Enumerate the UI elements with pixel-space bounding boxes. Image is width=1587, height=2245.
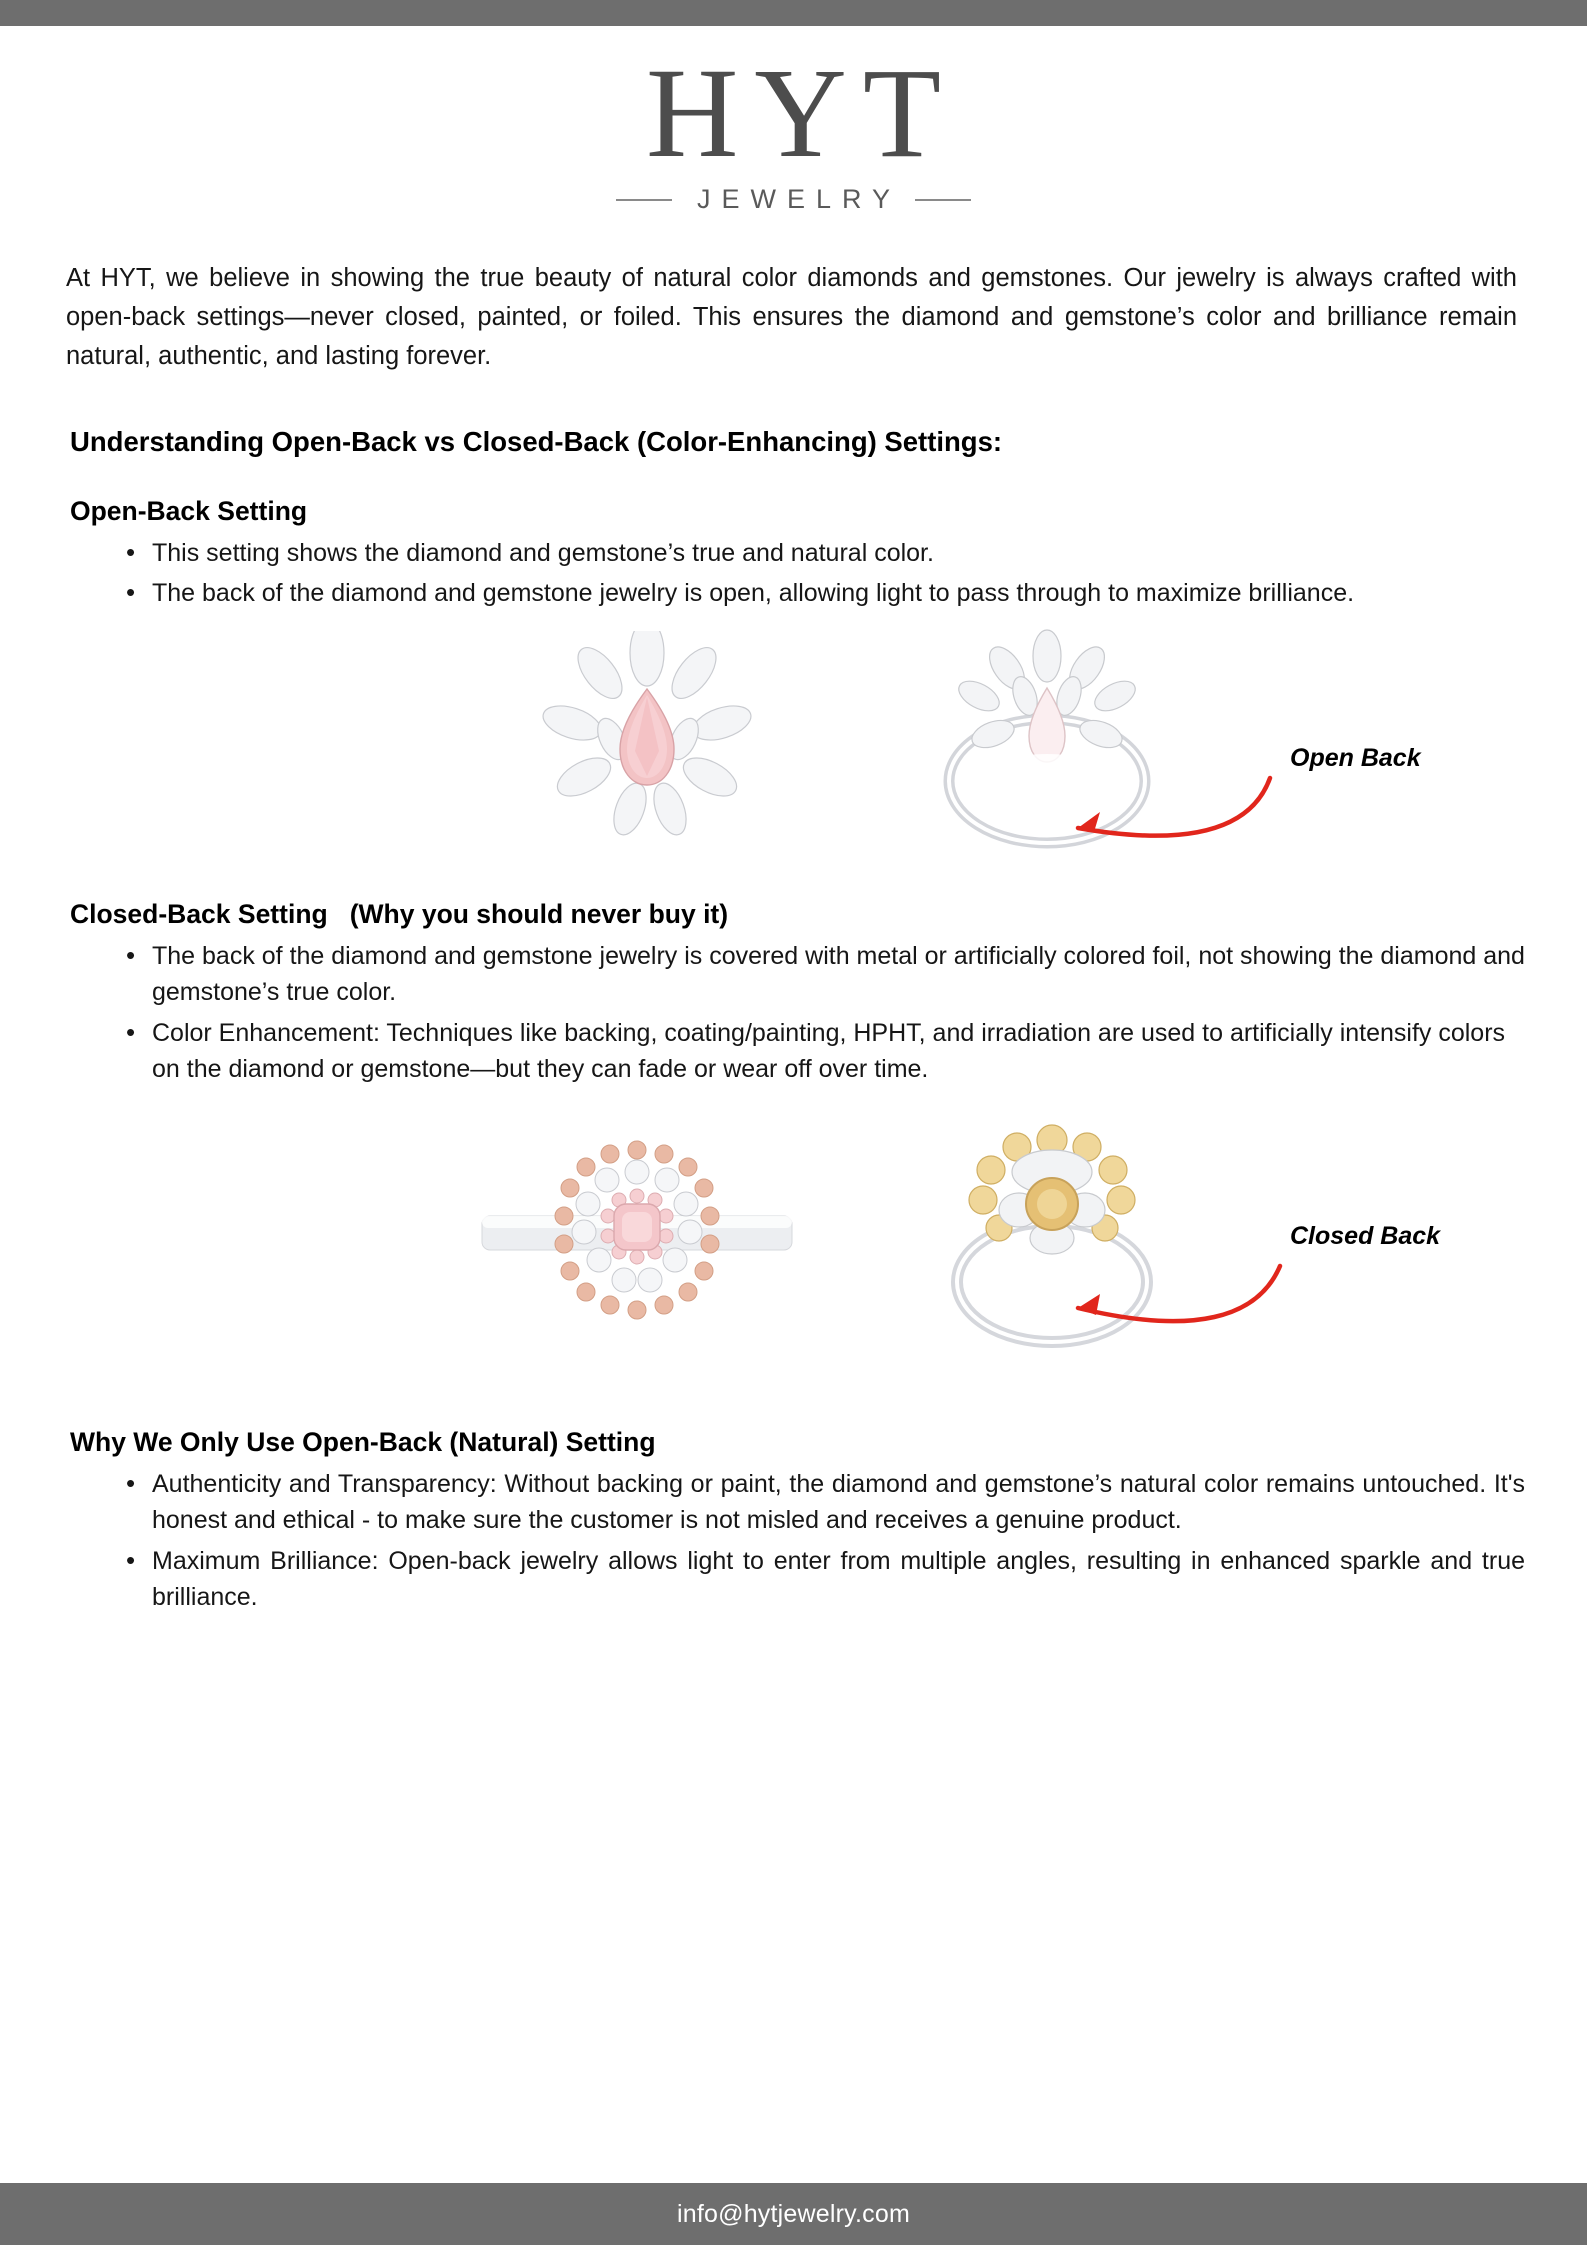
contact-email: info@hytjewelry.com [677, 2199, 910, 2228]
open-back-arrow [1042, 756, 1282, 866]
logo-rule-right [915, 199, 971, 201]
closed-back-bullet-list [62, 938, 1525, 1088]
closed-back-heading-paren: (Why you should never buy it) [349, 898, 729, 929]
list-item: • Color Enhancement: Techniques like backing, coating/painting, HPHT, and irradiation are used to artificially intensify colors on the diamond or gemstone—but they can fade or wear off over time. [122, 1015, 1525, 1088]
closed-back-figure-row [62, 1114, 1525, 1379]
closed-back-arrow [1042, 1242, 1292, 1352]
closed-back-front-ring-image [472, 1124, 802, 1339]
document-content [0, 26, 1587, 2183]
brand-name: HYT [645, 42, 958, 184]
list-item: • Maximum Brilliance: Open-back jewelry allows light to enter from multiple angles, resulting in enhanced sparkle and true brilliance. [122, 1543, 1525, 1616]
list-item: • This setting shows the diamond and gemstone’s true and natural color. [122, 535, 1525, 572]
closed-back-heading [70, 899, 1525, 930]
top-bar [0, 0, 1587, 26]
open-back-bullet-list [62, 535, 1525, 612]
why-heading: Why We Only Use Open-Back (Natural) Setting [70, 1426, 656, 1457]
logo-rule-left [616, 199, 672, 201]
closed-back-heading-text: Closed-Back Setting [70, 898, 328, 929]
brand-logo [62, 26, 1525, 215]
closed-back-annotation: Closed Back [1290, 1221, 1441, 1250]
bottom-bar [0, 2183, 1587, 2245]
brand-subtitle: JEWELRY [696, 184, 902, 215]
brand-subtitle-row [62, 184, 1525, 215]
open-back-front-ring-image [512, 631, 782, 841]
section-title: Understanding Open-Back vs Closed-Back (Color-Enhancing) Settings: [70, 425, 1003, 457]
list-item: • Authenticity and Transparency: Without backing or paint, the diamond and gemstone’s natural color remains untouched. It's honest and ethical - to make sure the customer is not misled and receives a genuine product. [122, 1466, 1525, 1539]
list-item: • The back of the diamond and gemstone jewelry is covered with metal or artificially colored foil, not showing the diamond and gemstone’s true color. [122, 938, 1525, 1011]
open-back-heading: Open-Back Setting [70, 495, 308, 526]
open-back-annotation: Open Back [1290, 743, 1421, 772]
intro-paragraph: At HYT, we believe in showing the true beauty of natural color diamonds and gemstones. Our jewelry is always crafted with open-back settings—never closed, painted, or foiled. This ensures the diamond and gemstone’s color and brilliance remain natural, authentic, and lasting forever. [66, 264, 1517, 370]
open-back-figure-row [62, 626, 1525, 861]
list-item: • The back of the diamond and gemstone jewelry is open, allowing light to pass through to maximize brilliance. [122, 575, 1525, 612]
why-bullet-list [62, 1466, 1525, 1616]
